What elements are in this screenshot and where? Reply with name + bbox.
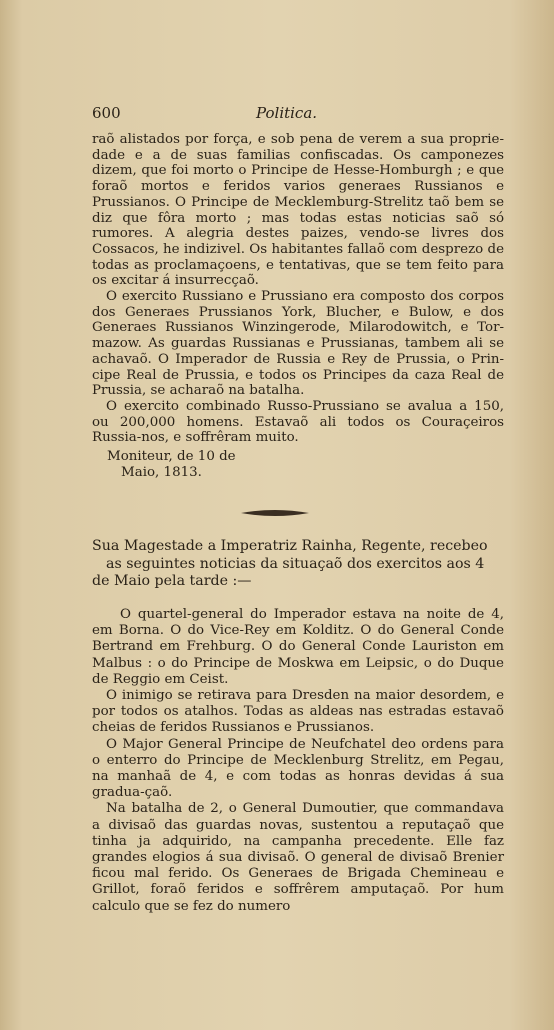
summary-line: de Maio pela tarde :— [92, 573, 252, 589]
section2-text [92, 607, 504, 915]
running-title: Politica. [256, 104, 318, 122]
signature-line: Maio, 1813. [121, 464, 202, 480]
paragraph: O inimigo se retirava para Dresden na maior desordem, e por todos os atalhos. Todas as aldeas nas estradas estavaõ cheias de feridos Russianos e Prussianos. [92, 688, 504, 736]
section1-text [92, 132, 504, 446]
summary-line: Sua Magestade a Imperatriz Rainha, Regente, recebeo [92, 538, 488, 554]
paragraph: O Major General Principe de Neufchatel deo ordens para o enterro do Principe de Mecklenburg Strelitz, em Pegau, na manhaã de 4, e com todas as honras devidas á sua gradua-çaõ. [92, 736, 504, 801]
source-signature [107, 449, 236, 480]
page-header [92, 104, 502, 126]
section-summary [92, 538, 504, 591]
paragraph: raõ alistados por força, e sob pena de verem a sua proprie-dade e a de suas familias confiscadas. Os camponezes dizem, que foi morto o Principe de Hesse-Homburgh ; e que foraõ mortos e feridos varios generaes Russianos e Prussianos. O Principe de Mecklemburg-Strelitz taõ bem se diz que fôra morto ; mas todas estas noticias saõ só rumores. A alegria destes paizes, vendo-se livres dos Cossacos, he indizivel. Os habitantes fallaõ com desprezo de todas as proclamaçoens, e tentativas, que se tem feito para os excitar á insurrecçaõ. [92, 132, 504, 289]
summary-line: as seguintes noticias da situaçaõ dos exercitos aos 4 [106, 555, 485, 572]
paragraph: O exercito combinado Russo-Prussiano se avalua a 150, ou 200,000 homens. Estavaõ ali todos os Couraçeiros Russia-nos, e soffrêram muito. [92, 398, 504, 446]
paragraph: Na batalha de 2, o General Dumoutier, que commandava a divisaõ das guardas novas, sustentou a reputaçaõ que tinha ja adquirido, na campanha precedente. Elle faz grandes elogios á sua divisaõ. O general de divisaõ Brenier ficou mal ferido. Os Generaes de Brigada Chemineau e Grillot, foraõ feridos e soffrêrem amputaçaõ. Por hum calculo que se fez do numero [92, 801, 504, 914]
paragraph: O quartel-general do Imperador estava na noite de 4, em Borna. O do Vice-Rey em Kolditz. O do General Conde Bertrand em Frehburg. O do General Conde Lauriston em Malbus : o do Principe de Moskwa em Leipsic, o do Duque de Reggio em Ceist. [92, 607, 504, 687]
signature-line: Moniteur, de 10 de [107, 449, 236, 464]
divider-ornament [241, 508, 309, 518]
paragraph: O exercito Russiano e Prussiano era composto dos corpos dos Generaes Prussianos York, Blucher, e Bulow, e dos Generaes Russianos Winzingerode, Milarodowitch, e Tor-mazow. As guardas Russianas e Prussianas, tambem ali se achavaõ. O Imperador de Russia e Rey de Prussia, o Prin-cipe Real de Prussia, e todos os Principes da caza Real de Prussia, se acharaõ na batalha. [92, 289, 504, 399]
page-number: 600 [92, 104, 121, 122]
